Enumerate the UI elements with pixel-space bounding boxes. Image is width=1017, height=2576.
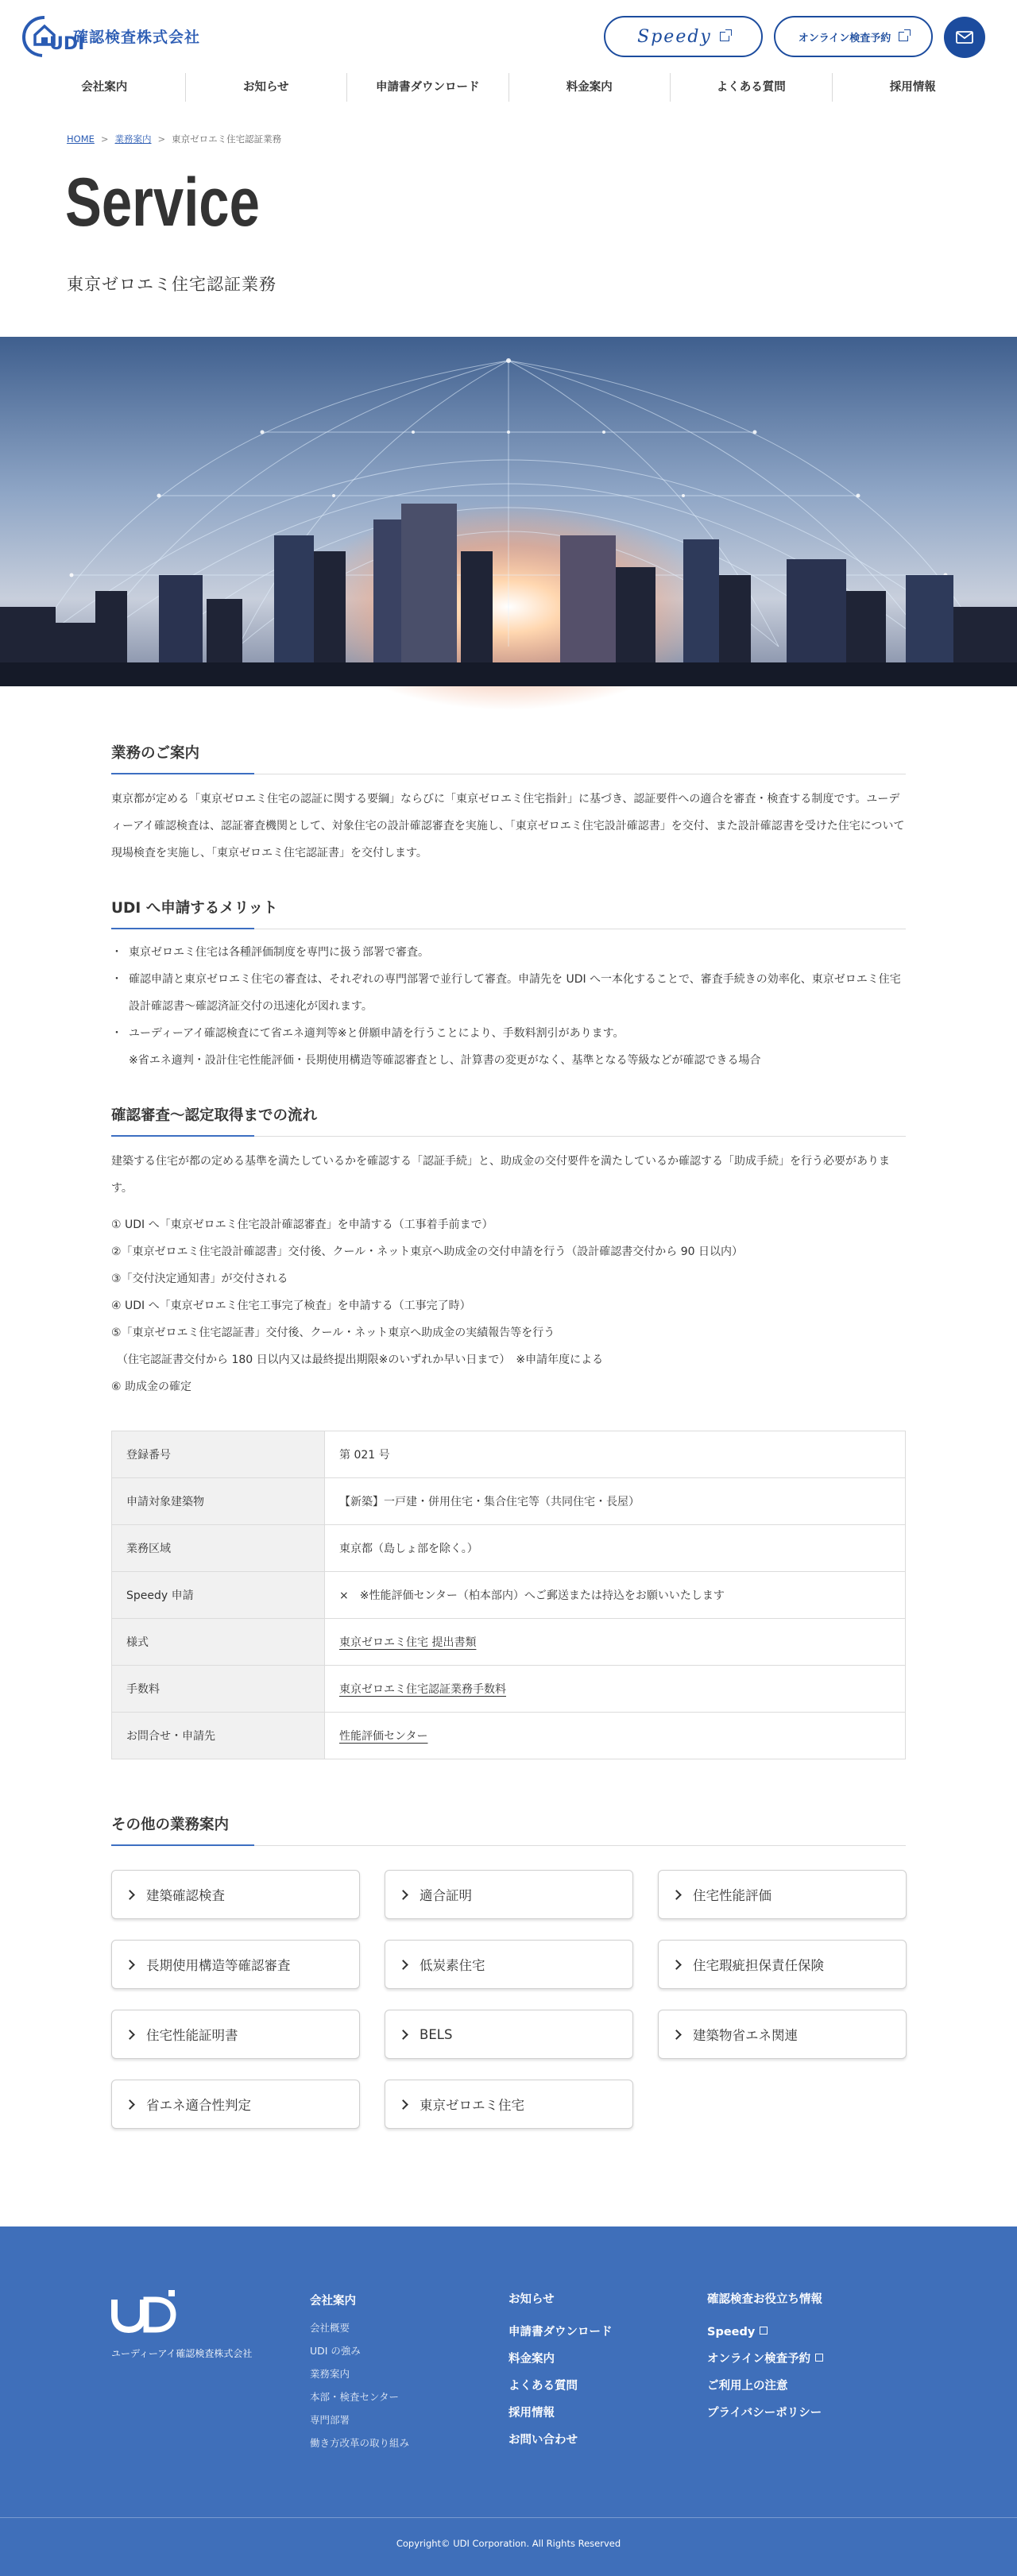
footer-col-title[interactable]: 会社案内 bbox=[310, 2295, 356, 2308]
flow-steps bbox=[111, 1211, 906, 1400]
card-label: 省エネ適合性判定 bbox=[146, 2098, 251, 2113]
site-header bbox=[0, 0, 1017, 103]
table-row bbox=[112, 1572, 906, 1619]
flow-step: ②「東京ゼロエミ住宅設計確認書」交付後、クール・ネット東京へ助成金の交付申請を行う（設計確認書交付から 90 日以内） bbox=[111, 1246, 743, 1258]
footer-link[interactable]: 専門部署 bbox=[310, 2414, 350, 2426]
external-link-icon bbox=[899, 32, 908, 41]
speedy-button[interactable] bbox=[604, 16, 763, 57]
site-footer bbox=[0, 2226, 1017, 2576]
flow-step: ① UDI へ「東京ゼロエミ住宅設計確認審査」を申請する（工事着手前まで） bbox=[111, 1218, 493, 1231]
chevron-right-icon bbox=[671, 2030, 682, 2040]
flow-step: （住宅認証書交付から 180 日以内又は最終提出期限※のいずれか早い日まで） ※申請年度による bbox=[111, 1354, 604, 1366]
global-nav bbox=[24, 73, 993, 102]
table-header-cell: 手数料 bbox=[112, 1666, 325, 1713]
flow-step: ⑤「東京ゼロエミ住宅認証書」交付後、クール・ネット東京へ助成金の実績報告等を行う bbox=[111, 1327, 555, 1339]
hero-image bbox=[0, 337, 1017, 686]
online-inspection-button[interactable] bbox=[774, 16, 933, 57]
page-subtitle: 東京ゼロエミ住宅認証業務 bbox=[67, 275, 276, 294]
card-label: BELS bbox=[420, 2026, 453, 2042]
service-card-energy-judgment[interactable] bbox=[111, 2080, 360, 2129]
card-label: 建築確認検査 bbox=[146, 1888, 225, 1903]
footer-divider bbox=[0, 2517, 1017, 2518]
footer-link[interactable]: よくある質問 bbox=[508, 2380, 578, 2393]
footer-col-title[interactable]: 確認検査お役立ち情報 bbox=[707, 2293, 822, 2306]
table-header-cell: 業務区域 bbox=[112, 1525, 325, 1572]
service-card-defect-insurance[interactable] bbox=[658, 1940, 907, 1989]
footer-link-speedy[interactable] bbox=[707, 2319, 823, 2346]
service-card-building-confirmation[interactable] bbox=[111, 1870, 360, 1919]
flow-intro: 建築する住宅が都の定める基準を満たしているかを確認する「認証手続」と、助成金の交付要件を満たしているか確認する「助成手続」を行う必要があります。 bbox=[111, 1155, 890, 1195]
nav-news[interactable]: お知らせ bbox=[185, 73, 347, 102]
table-header-cell: 様式 bbox=[112, 1619, 325, 1666]
overview-section bbox=[111, 742, 906, 867]
page-title: Service bbox=[65, 164, 260, 241]
list-item: ・ 確認申請と東京ゼロエミ住宅の審査は、それぞれの専門部署で並行して審査。申請先を UDI へ一本化することで、審査手続きの効率化、東京ゼロエミ住宅設計確認書〜確認済証交付の迅速化が図れます。 bbox=[111, 966, 906, 1020]
chevron-right-icon bbox=[125, 1890, 135, 1900]
footer-col-info bbox=[707, 2292, 823, 2427]
other-services-section bbox=[111, 1813, 906, 2129]
external-link-icon bbox=[815, 2354, 823, 2362]
footer-link-online[interactable] bbox=[707, 2346, 823, 2373]
nav-recruit[interactable]: 採用情報 bbox=[832, 73, 994, 102]
service-card-housing-performance[interactable] bbox=[658, 1870, 907, 1919]
footer-link[interactable]: お問い合わせ bbox=[508, 2434, 578, 2447]
table-header-cell: 申請対象建築物 bbox=[112, 1478, 325, 1525]
table-row bbox=[112, 1525, 906, 1572]
table-row bbox=[112, 1431, 906, 1478]
footer-link[interactable]: 本部・検査センター bbox=[310, 2391, 400, 2403]
section-title-other: その他の業務案内 bbox=[111, 1813, 906, 1846]
logo-text: 確認検査株式会社 bbox=[73, 28, 201, 46]
footer-link[interactable]: 会社概要 bbox=[310, 2322, 350, 2334]
forms-link[interactable]: 東京ゼロエミ住宅 提出書類 bbox=[339, 1636, 477, 1649]
table-header-cell: Speedy 申請 bbox=[112, 1572, 325, 1619]
online-inspection-label: オンライン検査予約 bbox=[798, 32, 891, 44]
nav-faq[interactable]: よくある質問 bbox=[670, 73, 832, 102]
footer-link[interactable]: 働き方改革の取り組み bbox=[310, 2437, 410, 2449]
card-label: 住宅性能証明書 bbox=[146, 2028, 238, 2043]
table-cell: 東京都（島しょ部を除く。） bbox=[325, 1525, 906, 1572]
mail-icon bbox=[956, 31, 973, 44]
service-card-grid bbox=[111, 1870, 906, 2129]
contact-center-link[interactable]: 性能評価センター bbox=[339, 1730, 428, 1743]
chevron-right-icon bbox=[125, 2030, 135, 2040]
table-row bbox=[112, 1619, 906, 1666]
card-label: 低炭素住宅 bbox=[420, 1958, 485, 1973]
nav-pricing[interactable]: 料金案内 bbox=[508, 73, 671, 102]
external-link-icon bbox=[760, 2327, 768, 2335]
flow-step: ④ UDI へ「東京ゼロエミ住宅工事完了検査」を申請する（工事完了時） bbox=[111, 1300, 471, 1312]
svg-text:UDI: UDI bbox=[49, 34, 85, 54]
footer-link[interactable]: 採用情報 bbox=[508, 2407, 555, 2420]
footer-link[interactable]: お知らせ bbox=[508, 2293, 555, 2306]
footer-col-company bbox=[310, 2292, 409, 2454]
chevron-right-icon bbox=[125, 1960, 135, 1970]
footer-col-main bbox=[508, 2292, 613, 2454]
footer-company-name: ユーディーアイ確認検査株式会社 bbox=[111, 2348, 253, 2359]
footer-link[interactable]: 申請書ダウンロード bbox=[508, 2326, 613, 2338]
table-row bbox=[112, 1478, 906, 1525]
card-label: 住宅性能評価 bbox=[693, 1888, 771, 1903]
table-row bbox=[112, 1713, 906, 1759]
chevron-right-icon bbox=[125, 2099, 135, 2110]
table-row bbox=[112, 1666, 906, 1713]
speedy-label: Speedy bbox=[637, 26, 712, 47]
flow-section bbox=[111, 1104, 906, 1759]
overview-text: 東京都が定める「東京ゼロエミ住宅の認証に関する要綱」ならびに「東京ゼロエミ住宅指針」に基づき、認証要件への適合を審査・検査する制度です。ユーディーアイ確認検査は、認証審査機関として、対象住宅の設計確認審査を実施し、「東京ゼロエミ住宅設計確認書」を交付、また設計確認書を受けた住宅について現場検査を実施し、「東京ゼロエミ住宅認証書」を交付します。 bbox=[111, 793, 905, 859]
site-logo[interactable] bbox=[21, 13, 200, 59]
chevron-right-icon bbox=[398, 2030, 408, 2040]
chevron-right-icon bbox=[671, 1960, 682, 1970]
chevron-right-icon bbox=[398, 2099, 408, 2110]
nav-company[interactable]: 会社案内 bbox=[81, 81, 128, 94]
footer-link[interactable]: ご利用上の注意 bbox=[707, 2380, 788, 2393]
flow-step: ③「交付決定通知書」が交付される bbox=[111, 1273, 288, 1285]
breadcrumb-service[interactable]: 業務案内 bbox=[114, 133, 152, 145]
service-card-energy-saving[interactable] bbox=[658, 2010, 907, 2059]
footer-link[interactable]: 業務案内 bbox=[310, 2368, 350, 2380]
footer-link-label: オンライン検査予約 bbox=[707, 2353, 811, 2366]
city-network-illustration bbox=[0, 337, 1017, 686]
table-header-cell: お問合せ・申請先 bbox=[112, 1713, 325, 1759]
footer-logo[interactable] bbox=[111, 2288, 176, 2336]
card-label: 東京ゼロエミ住宅 bbox=[420, 2098, 524, 2113]
breadcrumb: HOME > 業務案内 > 東京ゼロエミ住宅認証業務 bbox=[67, 133, 282, 145]
card-label: 長期使用構造等確認審査 bbox=[146, 1958, 291, 1973]
table-cell: 第 021 号 bbox=[325, 1431, 906, 1478]
chevron-right-icon bbox=[398, 1960, 408, 1970]
copyright: Copyright© UDI Corporation. All Rights Reserved bbox=[396, 2538, 621, 2549]
breadcrumb-home[interactable]: HOME bbox=[67, 133, 95, 145]
list-item: ・ 東京ゼロエミ住宅は各種評価制度を専門に扱う部署で審査。 bbox=[111, 939, 906, 966]
service-card-tokyo-zero-emission[interactable] bbox=[385, 2080, 633, 2129]
table-header-cell: 登録番号 bbox=[112, 1431, 325, 1478]
chevron-right-icon bbox=[671, 1890, 682, 1900]
contact-mail-button[interactable] bbox=[944, 17, 985, 58]
footer-link[interactable]: プライバシーポリシー bbox=[707, 2407, 822, 2420]
chevron-right-icon bbox=[398, 1890, 408, 1900]
section-title-merit: UDI へ申請するメリット bbox=[111, 897, 906, 929]
footer-link[interactable]: UDI の強み bbox=[310, 2345, 361, 2357]
nav-downloads[interactable]: 申請書ダウンロード bbox=[346, 73, 508, 102]
house-logo-icon bbox=[21, 13, 85, 59]
merit-list bbox=[111, 939, 906, 1074]
card-label: 住宅瑕疵担保責任保険 bbox=[693, 1958, 824, 1973]
footer-link[interactable]: 料金案内 bbox=[508, 2353, 555, 2366]
service-card-low-carbon[interactable] bbox=[385, 1940, 633, 1989]
info-table bbox=[111, 1431, 906, 1759]
merit-section bbox=[111, 897, 906, 1074]
list-item: ・ ユーディーアイ確認検査にて省エネ適判等※と併願申請を行うことにより、手数料割引があります。 bbox=[111, 1020, 906, 1047]
card-label: 適合証明 bbox=[420, 1888, 472, 1903]
udi-logo-icon bbox=[111, 2288, 176, 2333]
section-title-flow: 確認審査〜認定取得までの流れ bbox=[111, 1104, 906, 1137]
service-card-conformity[interactable] bbox=[385, 1870, 633, 1919]
main-content bbox=[111, 742, 906, 2129]
service-card-bels[interactable] bbox=[385, 2010, 633, 2059]
section-title-overview: 業務のご案内 bbox=[111, 742, 906, 774]
service-card-long-term[interactable] bbox=[111, 1940, 360, 1989]
service-card-performance-certificate[interactable] bbox=[111, 2010, 360, 2059]
merit-note: ※省エネ適判・設計住宅性能評価・長期使用構造等確認審査とし、計算書の変更がなく、基準となる等級などが確認できる場合 bbox=[129, 1054, 761, 1067]
external-link-icon bbox=[720, 32, 729, 41]
footer-link-label: Speedy bbox=[707, 2326, 756, 2338]
table-cell: × ※性能評価センター（柏本部内）へご郵送または持込をお願いいたします bbox=[325, 1572, 906, 1619]
table-cell: 【新築】一戸建・併用住宅・集合住宅等（共同住宅・長屋） bbox=[325, 1478, 906, 1525]
card-label: 建築物省エネ関連 bbox=[693, 2028, 798, 2043]
breadcrumb-current: 東京ゼロエミ住宅認証業務 bbox=[172, 133, 282, 145]
fees-link[interactable]: 東京ゼロエミ住宅認証業務手数料 bbox=[339, 1683, 506, 1696]
flow-step: ⑥ 助成金の確定 bbox=[111, 1381, 192, 1393]
